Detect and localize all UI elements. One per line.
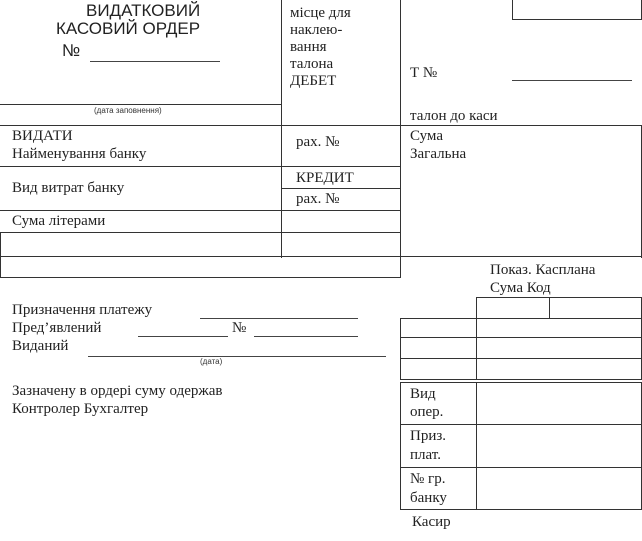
bank-name-label: Найменування банку [12, 146, 147, 162]
presented-number-line[interactable] [254, 336, 358, 337]
purpose-line[interactable] [200, 318, 358, 319]
stub-divider [400, 0, 401, 258]
form-title-line2: КАСОВИЙ ОРДЕР [56, 19, 201, 38]
issued-label: Виданий [12, 338, 69, 354]
order-number-line[interactable] [90, 61, 220, 62]
payment-purpose-label-2: плат. [410, 447, 441, 463]
t-number-label: Т № [410, 65, 438, 81]
kasplan-header-cells[interactable] [476, 297, 642, 319]
issue-top-rule [0, 125, 642, 126]
expense-bottom-rule [0, 210, 401, 211]
stub-sum-label: Сума [410, 128, 443, 144]
issue-label: ВИДАТИ [12, 128, 73, 144]
kasplan-header-split [549, 297, 550, 319]
stub-total-label: Загальна [410, 146, 467, 162]
credit-bottom-rule [282, 188, 401, 189]
amount-line-2[interactable] [0, 256, 642, 257]
header-divider [281, 0, 282, 258]
form-title-line1: ВИДАТКОВИЙ [86, 1, 201, 20]
kasplan-row-2[interactable] [400, 337, 642, 359]
talon-label: талон до каси [410, 108, 498, 124]
operation-type-label-1: Вид [410, 386, 436, 402]
kasplan-heading: Показ. Касплана [490, 262, 596, 278]
presented-line[interactable] [138, 336, 228, 337]
cashier-label: Касир [412, 514, 451, 530]
bank-name-bottom-rule [0, 166, 401, 167]
kasplan-row-3[interactable] [400, 358, 642, 380]
date-filled-caption: (дата заповнення) [94, 106, 162, 115]
amount-line-1[interactable] [0, 232, 401, 233]
account-credit-label: рах. № [296, 191, 340, 207]
top-right-box[interactable] [512, 0, 642, 20]
amount-right-border [400, 256, 401, 278]
kasplan-subheading: Сума Код [490, 280, 551, 296]
payment-purpose-label-1: Приз. [410, 428, 447, 444]
left-border [0, 232, 1, 278]
presented-number-sign: № [232, 320, 247, 336]
t-number-line[interactable] [512, 80, 632, 81]
purpose-label: Призначення платежу [12, 302, 153, 318]
issued-line[interactable] [88, 356, 386, 357]
cashier-signature-line[interactable] [460, 530, 560, 531]
debit-label: ДЕБЕТ [290, 73, 337, 89]
operation-type-label-2: опер. [410, 404, 444, 420]
account-debit-label: рах. № [296, 134, 340, 150]
amount-words-label: Сума літерами [12, 213, 106, 229]
place-label-4: талона [290, 56, 334, 72]
place-label-3: вання [290, 39, 327, 55]
bank-group-label-2: банку [410, 490, 447, 506]
received-text: Зазначену в ордері суму одержав [12, 383, 223, 399]
bank-group-label-1: № гр. [410, 471, 446, 487]
kasplan-row-1[interactable] [400, 318, 642, 338]
issued-date-caption: (дата) [200, 357, 223, 366]
signers-text: Контролер Бухгалтер [12, 401, 149, 417]
presented-label: Пред’явлений [12, 320, 102, 336]
place-label-2: наклею- [290, 22, 343, 38]
amount-line-3[interactable] [0, 277, 401, 278]
expense-type-label: Вид витрат банку [12, 180, 125, 196]
credit-label: КРЕДИТ [296, 170, 354, 186]
order-number-label: № [62, 41, 81, 60]
header-bottom-rule [0, 104, 282, 105]
place-label-1: місце для [290, 5, 351, 21]
